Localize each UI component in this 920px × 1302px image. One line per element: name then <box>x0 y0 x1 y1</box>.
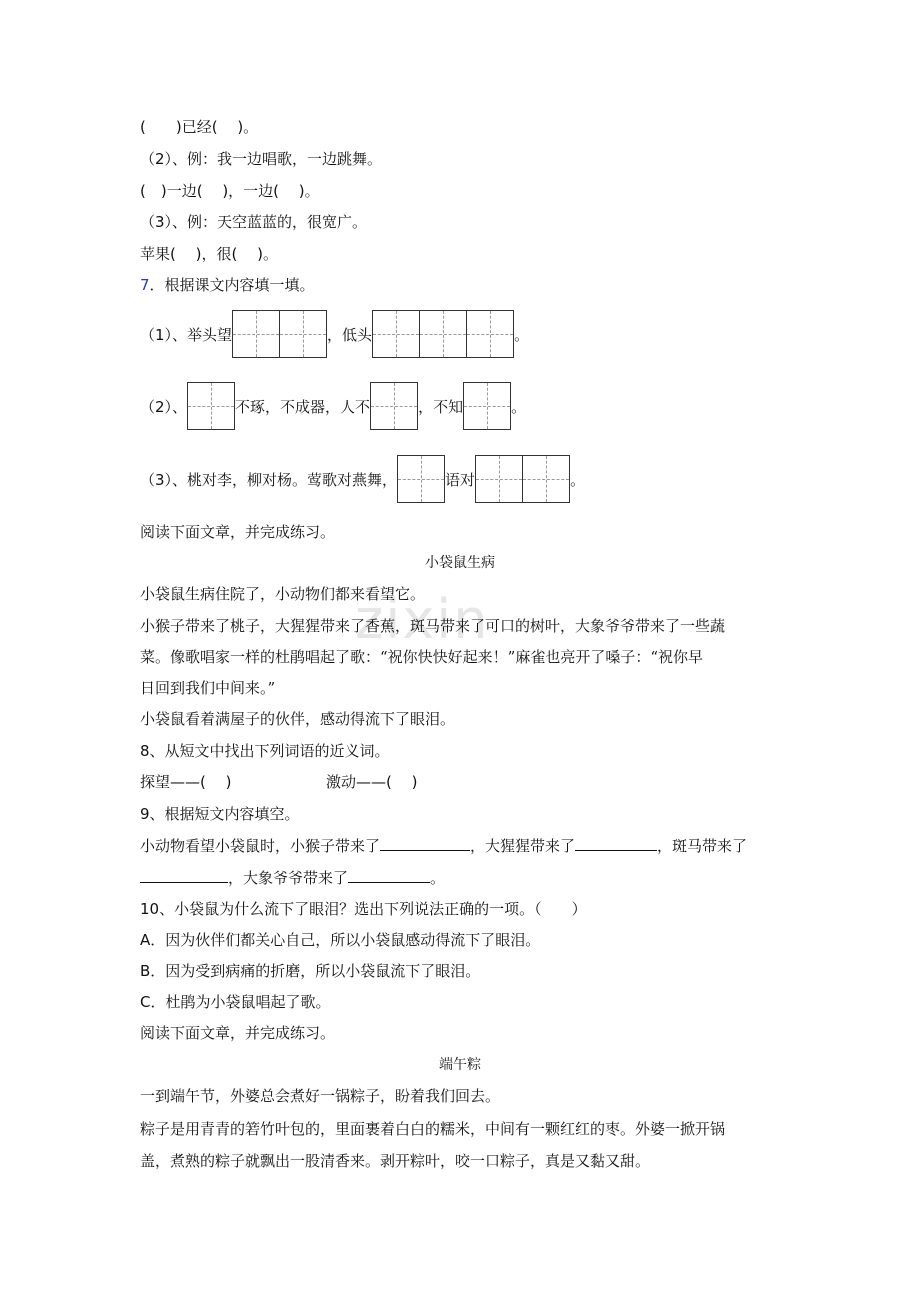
example-2: （2）、例：我一边唱歌，一边跳舞。 <box>140 150 383 168</box>
grid-row-2-text-b: 不琢，不成器，人不 <box>235 397 371 416</box>
question-8-item-2: 激动——( ) <box>326 773 418 791</box>
question-7 <box>140 275 315 295</box>
watermark: zixin <box>355 588 490 651</box>
question-9-line-1 <box>140 836 747 856</box>
tian-box[interactable] <box>370 382 418 430</box>
example-3: （3）、例：天空蓝蓝的，很宽广。 <box>140 213 368 231</box>
grid-row-3-text-c: 。 <box>570 470 586 489</box>
reading-instruction-1: 阅读下面文章，并完成练习。 <box>140 523 336 541</box>
answer-blank[interactable] <box>140 868 228 883</box>
tian-box[interactable] <box>419 310 467 358</box>
passage-2-paragraph-2-line-2: 盖，煮熟的粽子就飘出一股清香来。剥开粽叶，咬一口粽子，真是又黏又甜。 <box>140 1152 651 1170</box>
grid-row-2-text-d: 。 <box>511 397 527 416</box>
passage-1-paragraph-2-line-2: 菜。像歌唱家一样的杜鹃唱起了歌：“祝你快快好起来！”麻雀也亮开了嗓子：“祝你早 <box>140 648 704 666</box>
answer-blank[interactable] <box>575 836 657 851</box>
tian-box[interactable] <box>187 382 235 430</box>
tian-box-group-4 <box>370 382 417 430</box>
option-c[interactable]: C．杜鹃为小袋鼠唱起了歌。 <box>140 993 331 1011</box>
passage-1-paragraph-3: 小袋鼠看着满屋子的伙伴，感动得流下了眼泪。 <box>140 710 456 728</box>
question-9: 9、根据短文内容填空。 <box>140 805 300 823</box>
tian-box[interactable] <box>397 455 445 503</box>
tian-box[interactable] <box>279 310 327 358</box>
question-8-items <box>140 772 418 792</box>
grid-row-1-text-c: 。 <box>514 325 530 344</box>
question-9-text-c: ，斑马带来了 <box>657 837 748 855</box>
grid-row-1-text-a: （1）、举头望 <box>140 325 233 344</box>
passage-1-paragraph-2-line-3: 日回到我们中间来。” <box>140 679 276 697</box>
grid-row-2-text-c: ，不知 <box>418 397 464 416</box>
grid-row-2 <box>140 382 526 430</box>
passage-1-paragraph-1: 小袋鼠生病住院了，小动物们都来看望它。 <box>140 585 426 603</box>
answer-blank[interactable] <box>348 868 430 883</box>
exercise-line-3: 苹果( )，很( )。 <box>140 245 278 263</box>
question-9-text-e: 。 <box>430 869 446 887</box>
option-b[interactable]: B．因为受到病痛的折磨，所以小袋鼠流下了眼泪。 <box>140 962 481 980</box>
grid-row-3-text-b: 语对 <box>445 470 476 489</box>
passage-2-title: 端午粽 <box>439 1057 481 1073</box>
tian-box[interactable] <box>522 455 570 503</box>
passage-2-paragraph-2-line-1: 粽子是用青青的箬竹叶包的，里面裹着白白的糯米，中间有一颗红红的枣。外婆一掀开锅 <box>140 1120 726 1138</box>
reading-instruction-2: 阅读下面文章，并完成练习。 <box>140 1024 336 1042</box>
tian-box[interactable] <box>232 310 280 358</box>
question-9-text-d: ，大象爷爷带来了 <box>228 869 349 887</box>
question-9-text-a: 小动物看望小袋鼠时，小猴子带来了 <box>140 837 381 855</box>
tian-box-group-1 <box>232 310 326 358</box>
question-9-line-2 <box>140 868 445 888</box>
tian-box-group-7 <box>475 455 569 503</box>
question-8: 8、从短文中找出下列词语的近义词。 <box>140 742 390 760</box>
grid-row-1 <box>140 310 529 358</box>
tian-box[interactable] <box>372 310 420 358</box>
tian-box-group-6 <box>397 455 444 503</box>
passage-2-paragraph-1: 一到端午节，外婆总会煮好一锅粽子，盼着我们回去。 <box>140 1087 501 1105</box>
grid-row-2-text-a: （2）、 <box>140 397 188 416</box>
exercise-line-1: ( )已经( )。 <box>140 118 259 136</box>
tian-box-group-3 <box>187 382 234 430</box>
question-8-item-1: 探望——( ) <box>140 773 232 791</box>
question-9-text-b: ，大猩猩带来了 <box>470 837 576 855</box>
tian-box-group-2 <box>372 310 513 358</box>
exercise-line-2: ( )一边( )，一边( )。 <box>140 182 320 200</box>
passage-1-paragraph-2-line-1: 小猴子带来了桃子，大猩猩带来了香蕉，斑马带来了可口的树叶，大象爷爷带来了一些蔬 <box>140 617 726 635</box>
question-10: 10、小袋鼠为什么流下了眼泪？选出下列说法正确的一项。（ ） <box>140 900 587 918</box>
grid-row-3 <box>140 455 585 503</box>
question-7-number: 7 <box>140 276 150 294</box>
grid-row-3-text-a: （3）、桃对李，柳对杨。莺歌对燕舞， <box>140 470 398 489</box>
answer-blank[interactable] <box>380 836 470 851</box>
option-a[interactable]: A．因为伙伴们都关心自己，所以小袋鼠感动得流下了眼泪。 <box>140 931 541 949</box>
tian-box-group-5 <box>463 382 510 430</box>
question-7-text: ．根据课文内容填一填。 <box>149 276 315 294</box>
tian-box[interactable] <box>466 310 514 358</box>
tian-box[interactable] <box>475 455 523 503</box>
tian-box[interactable] <box>463 382 511 430</box>
passage-1-title: 小袋鼠生病 <box>425 555 495 571</box>
grid-row-1-text-b: ，低头 <box>327 325 373 344</box>
